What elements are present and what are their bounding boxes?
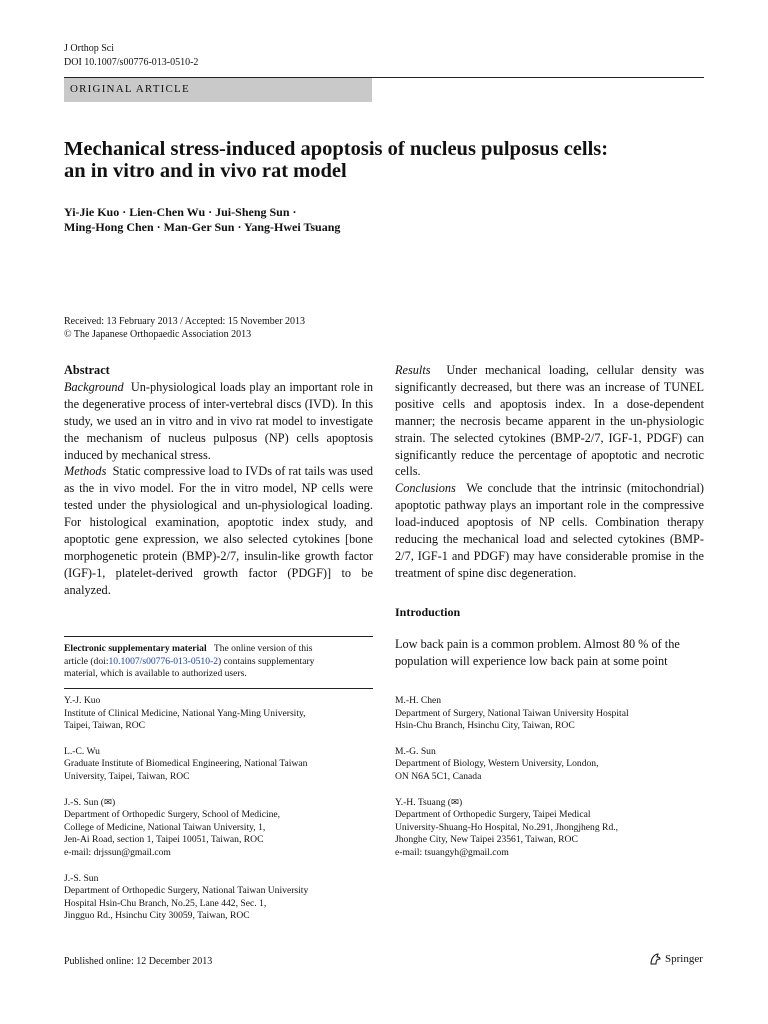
affiliation-line[interactable]: e-mail: drjssun@gmail.com	[64, 846, 171, 858]
esm-rule	[64, 636, 373, 637]
affiliation-line: Institute of Clinical Medicine, National Yang-Ming University,	[64, 707, 306, 719]
affiliation-line: University-Shuang-Ho Hospital, No.291, Jhongjheng Rd.,	[395, 821, 619, 833]
abstract-heading: Abstract	[64, 363, 110, 377]
abstract-methods	[64, 463, 373, 598]
affiliation-line: Jingguo Rd., Hsinchu City 30059, Taiwan, ROC	[64, 910, 250, 922]
affiliation-line: ON N6A 5C1, Canada	[395, 770, 482, 782]
paper-title	[64, 138, 608, 182]
affiliation-block	[395, 797, 705, 860]
published-online: Published online: 12 December 2013	[64, 956, 213, 967]
esm-text-3: material, which is available to authorized users.	[64, 668, 247, 680]
affiliation-author: M.-G. Sun	[395, 745, 436, 757]
affiliation-line: Department of Surgery, National Taiwan University Hospital	[395, 707, 629, 719]
affiliation-line: Department of Orthopedic Surgery, Taipei Medical	[395, 809, 591, 821]
esm-label: Electronic supplementary material	[64, 643, 207, 654]
title-line-2: an in vitro and in vivo rat model	[64, 160, 347, 182]
springer-logo	[648, 951, 703, 967]
results-text: Under mechanical loading, cellular density was significantly decreased, but there was an increase of TUNEL positive cells and apoptosis index. In a dose-dependent manner; the necrosis became apparent in the un-physiologic strain. The selected cytokines (BMP-2/7, IGF-1, PDGF) can significantly reduce the percentage of apoptotic and necrotic cells.	[395, 363, 704, 479]
conclusions-text: We conclude that the intrinsic (mitochondrial) apoptotic pathway plays an important role in the compressive load-induced apoptosis of NP cells. Combination therapy reducing the mechanical load and selected cytokines (BMP-2/7, IGF-1 and PDGF) may have considerable promise in the treatment of spine disc degeneration.	[395, 481, 704, 580]
author-list	[64, 205, 340, 235]
methods-text: Static compressive load to IVDs of rat tails was used as the in vivo model. For the in vitro model, NP cells were tested under the physiological and un-physiological loading. For histological examination, apoptotic index study, and apoptotic gene expression, we also selected cytokines [bone morphogenetic protein (BMP)-2/7, insulin-like growth factor (IGF)-1, platelet-derived growth factor (PDGF)] to be analyzed.	[64, 464, 373, 597]
affiliation-block	[64, 695, 374, 733]
affiliation-author: J.-S. Sun	[64, 872, 99, 884]
affiliation-author: L.-C. Wu	[64, 745, 100, 757]
section-label: ORIGINAL ARTICLE	[70, 83, 190, 95]
affiliation-author: Y.-J. Kuo	[64, 695, 101, 706]
conclusions-label: Conclusions	[395, 481, 456, 496]
affiliation-block	[395, 746, 705, 784]
affiliation-line: Jhonghe City, New Taipei 23561, Taiwan, ROC	[395, 834, 578, 846]
affiliation-line: Hospital Hsin-Chu Branch, No.25, Lane 442, Sec. 1,	[64, 897, 267, 909]
methods-label: Methods	[64, 464, 107, 479]
affiliation-line: Department of Orthopedic Surgery, National Taiwan University	[64, 885, 309, 897]
abstract-left-column	[64, 362, 373, 599]
received-dates	[64, 315, 305, 341]
background-label: Background	[64, 379, 124, 394]
background-text: Un-physiological loads play an important role in the degenerative process of inter-vertebral discs (IVD). In this study, we used an in vitro and in vivo rat model to investigate the mechanism of nucleus pulposus (NP) cells apoptosis induced by mechanical stress.	[64, 379, 373, 462]
copyright: © The Japanese Orthopaedic Association 2013	[64, 329, 252, 340]
affiliation-line: Hsin-Chu Branch, Hsinchu City, Taiwan, ROC	[395, 720, 575, 732]
esm-doi-link[interactable]: 10.1007/s00776-013-0510-2	[108, 655, 219, 667]
received-accepted: Received: 13 February 2013 / Accepted: 15 November 2013	[64, 316, 306, 327]
affiliation-rule	[64, 688, 373, 689]
authors-line-1: Yi-Jie Kuo · Lien-Chen Wu · Jui-Sheng Sun ·	[64, 205, 297, 219]
affiliation-line: College of Medicine, National Taiwan University, 1,	[64, 821, 266, 833]
introduction-heading: Introduction	[395, 605, 461, 619]
journal-name: J Orthop Sci	[64, 43, 114, 54]
affiliation-author: Y.-H. Tsuang (✉)	[395, 796, 463, 808]
esm-text-2-pre: article (doi:	[64, 655, 109, 667]
title-line-1: Mechanical stress-induced apoptosis of nucleus pulposus cells:	[64, 138, 609, 160]
affiliation-block	[64, 797, 374, 860]
esm-text-1: The online version of this	[213, 643, 313, 654]
intro-line-1: Low back pain is a common problem. Almost 80 % of the	[395, 637, 680, 651]
intro-line-2: population will experience low back pain at some point	[395, 653, 668, 668]
affiliations-right	[395, 695, 705, 873]
abstract-background	[64, 379, 373, 464]
affiliation-line[interactable]: e-mail: tsuangyh@gmail.com	[395, 846, 509, 858]
affiliation-line: Taipei, Taiwan, ROC	[64, 720, 146, 732]
esm-note	[64, 643, 373, 681]
authors-line-2: Ming-Hong Chen · Man-Ger Sun · Yang-Hwei Tsuang	[64, 220, 341, 234]
abstract-right-column	[395, 362, 704, 582]
esm-text-2-post: ) contains supplementary	[218, 655, 315, 667]
affiliation-author: J.-S. Sun (✉)	[64, 796, 116, 808]
affiliation-block	[395, 695, 705, 733]
affiliations-left	[64, 695, 374, 936]
affiliation-author: M.-H. Chen	[395, 695, 442, 706]
affiliation-line: Graduate Institute of Biomedical Engineering, National Taiwan	[64, 758, 308, 770]
affiliation-line: Department of Biology, Western University, London,	[395, 758, 599, 770]
results-label: Results	[395, 363, 431, 377]
abstract-conclusions	[395, 480, 704, 581]
affiliation-block	[64, 873, 374, 923]
section-label-band	[64, 78, 372, 102]
affiliation-line: Department of Orthopedic Surgery, School of Medicine,	[64, 809, 281, 821]
doi: DOI 10.1007/s00776-013-0510-2	[64, 57, 199, 68]
abstract-results	[395, 362, 704, 480]
springer-horse-icon	[648, 952, 662, 966]
introduction-text	[395, 636, 704, 670]
publisher-name: Springer	[665, 953, 703, 965]
affiliation-line: Jen-Ai Road, section 1, Taipei 10051, Taiwan, ROC	[64, 834, 264, 846]
affiliation-line: University, Taipei, Taiwan, ROC	[64, 770, 190, 782]
affiliation-block	[64, 746, 374, 784]
